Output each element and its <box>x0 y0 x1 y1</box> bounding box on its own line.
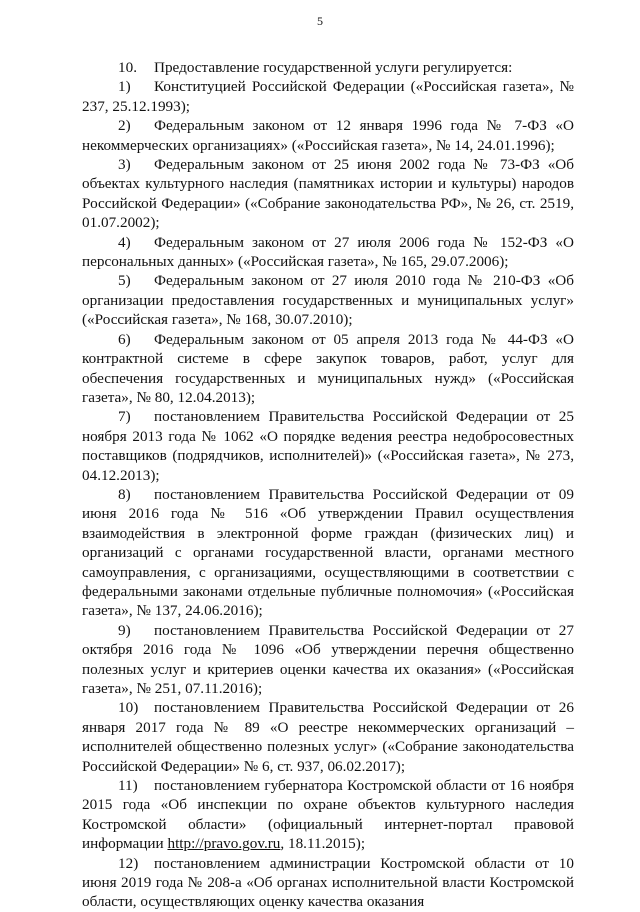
item-number: 7) <box>118 408 131 426</box>
list-item <box>82 407 574 485</box>
item-text: постановлением губернатора Костромской области от 16 ноября 2015 года «Об инспекции по охране объектов культурного наследия Костромской области» (официальный интернет-портал правовой информации <box>82 777 574 853</box>
item-text: Предоставление государственной услуги регулируется: <box>154 59 513 76</box>
item-number: 5) <box>118 272 131 290</box>
item-number: 2) <box>118 117 131 135</box>
document-body <box>82 58 574 912</box>
list-item <box>82 485 574 621</box>
item-text: постановлением Правительства Российской Федерации от 25 ноября 2013 года № 1062 «О порядке ведения реестра недобросовестных поставщиков (подрядчиков, исполнителей)» («Российская газета», № 273, 04.12.2013); <box>82 408 574 484</box>
list-item <box>82 233 574 272</box>
item-text: Федеральным законом от 27 июля 2006 года № 152-ФЗ «О персональных данных» («Российская газета», № 165, 29.07.2006); <box>82 233 574 271</box>
item-number: 3) <box>118 156 131 174</box>
item-number: 1) <box>118 78 131 96</box>
item-text: постановлением Правительства Российской Федерации от 09 июня 2016 года № 516 «Об утверждении Правил осуществления взаимодействия в электронной форме граждан (физических лиц) и организаций с органами государственной власти, органами местного самоуправления, с организациями, осуществляющими в соответствии с федеральными законами отдельные публичные полномочия» («Российская газета», № 137, 24.06.2016); <box>82 485 574 620</box>
list-item <box>82 77 574 116</box>
list-item <box>82 116 574 155</box>
item-text: Конституцией Российской Федерации («Российская газета», № 237, 25.12.1993); <box>82 78 574 115</box>
item-number: 12) <box>118 854 139 872</box>
page-number: 5 <box>317 14 323 28</box>
list-item <box>82 698 574 776</box>
list-item <box>82 776 574 854</box>
item-number: 9) <box>118 621 131 639</box>
item-text: Федеральным законом от 05 апреля 2013 года № 44-ФЗ «О контрактной системе в сфере закупок товаров, работ, услуг для обеспечения государственных и муниципальных нужд» («Российская газета», № 80, 12.04.2013); <box>82 330 574 406</box>
item-text: Федеральным законом от 25 июня 2002 года № 73-ФЗ «Об объектах культурного наследия (памятниках истории и культуры) народов Российской Федерации» («Собрание законодательства РФ», № 26, ст. 2519, 01.07.2002); <box>82 156 574 232</box>
pravo-gov-link[interactable]: http://pravo.gov.ru <box>167 835 281 853</box>
item-text-after-link: , 18.11.2015); <box>280 835 366 853</box>
item-text: постановлением Правительства Российской Федерации от 27 октября 2016 года № 1096 «Об утверждении перечня общественно полезных услуг и критериев оценки качества их оказания» («Российская газета», № 251, 07.11.2016); <box>82 621 574 697</box>
list-item <box>82 58 574 77</box>
item-text: постановлением администрации Костромской области от 10 июня 2019 года № 208-а «Об органах исполнительной власти Костромской области, осуществляющих оценку качества оказания <box>82 854 574 911</box>
item-number: 6) <box>118 330 131 348</box>
list-item <box>82 854 574 912</box>
list-item <box>82 271 574 329</box>
list-item <box>82 330 574 408</box>
item-text: Федеральным законом от 12 января 1996 года № 7-ФЗ «О некоммерческих организациях» («Российская газета», № 14, 24.01.1996); <box>82 117 574 154</box>
item-number: 10. <box>118 59 137 76</box>
list-item <box>82 621 574 699</box>
item-number: 4) <box>118 233 131 251</box>
list-item <box>82 155 574 233</box>
item-number: 11) <box>118 777 138 795</box>
item-number: 8) <box>118 485 131 503</box>
item-text: Федеральным законом от 27 июля 2010 года № 210-ФЗ «Об организации предоставления государственных и муниципальных услуг» («Российская газета», № 168, 30.07.2010); <box>82 272 574 329</box>
item-text: постановлением Правительства Российской Федерации от 26 января 2017 года № 89 «О реестре некоммерческих организаций – исполнителей общественно полезных услуг» («Собрание законодательства Российской Федерации» № 6, ст. 937, 06.02.2017); <box>82 699 574 775</box>
item-number: 10) <box>118 699 139 717</box>
